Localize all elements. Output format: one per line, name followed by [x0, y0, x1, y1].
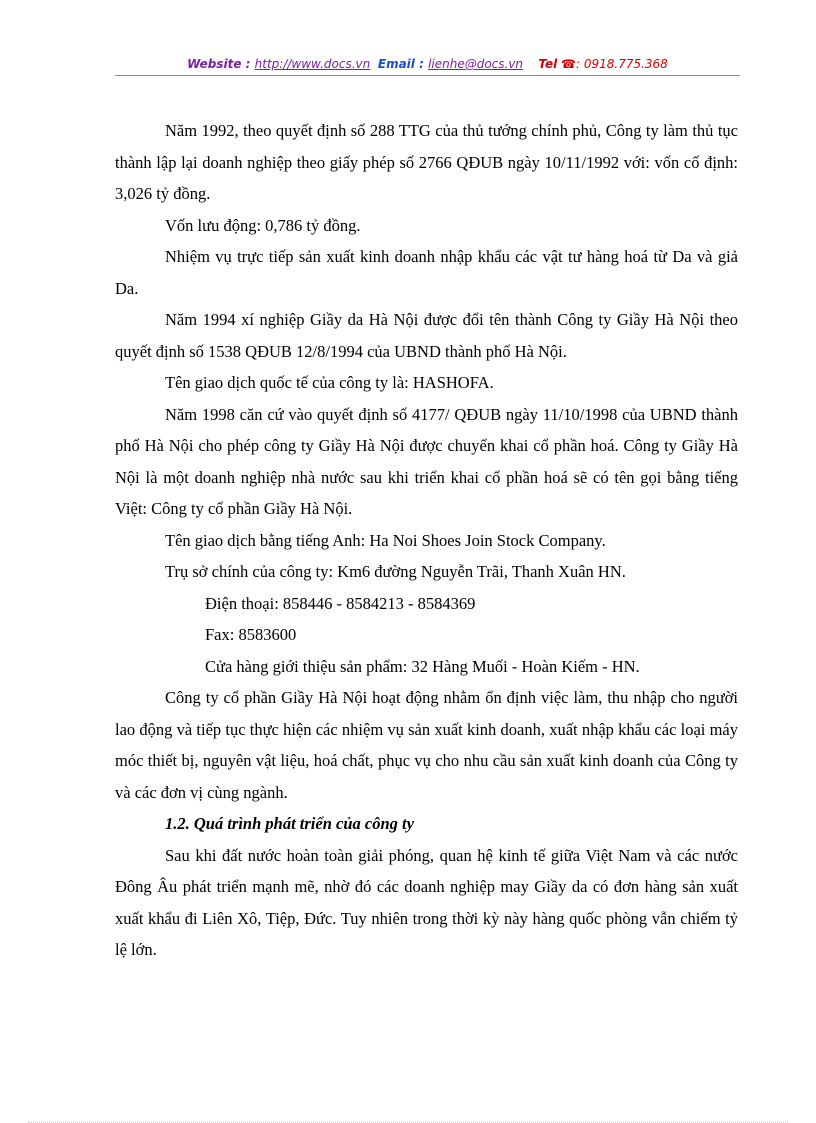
tel-value: : 0918.775.368	[575, 57, 668, 71]
paragraph-1992: Năm 1992, theo quyết định số 288 TTG của thủ tướng chính phủ, Công ty làm thủ tục thành lập lại doanh nghiệp theo giấy phép số 2766 QĐUB ngày 10/11/1992 với: vốn cố định: 3,026 tỷ đồng.	[115, 121, 738, 203]
paragraph-activities: Công ty cổ phần Giầy Hà Nội hoạt động nhằm ổn định việc làm, thu nhập cho người lao động và tiếp tục thực hiện các nhiệm vụ sản xuất kinh doanh, xuất nhập khẩu các loại máy móc thiết bị, nguyên vật liệu, hoá chất, phục vụ cho nhu cầu sản xuất kinh doanh của Công ty và các đơn vị cùng ngành.	[115, 688, 738, 802]
page-header	[115, 57, 740, 75]
paragraph-headquarters: Trụ sở chính của công ty: Km6 đường Nguyễn Trãi, Thanh Xuân HN.	[165, 562, 626, 581]
section-heading: 1.2. Quá trình phát triển của công ty	[165, 814, 414, 833]
paragraph-1998: Năm 1998 căn cứ vào quyết định số 4177/ QĐUB ngày 11/10/1998 của UBND thành phố Hà Nội cho phép công ty Giầy Hà Nội được chuyển khai cổ phần hoá. Công ty Giầy Hà Nội là một doanh nghiệp nhà nước sau khi triển khai cổ phần hoá sẽ có tên gọi bằng tiếng Việt: Công ty cổ phần Giầy Hà Nội.	[115, 404, 738, 518]
email-link[interactable]: lienhe@docs.vn	[428, 57, 524, 71]
paragraph-trade-name: Tên giao dịch quốc tế của công ty là: HASHOFA.	[165, 373, 494, 392]
paragraph-showroom: Cửa hàng giới thiệu sản phẩm: 32 Hàng Muối - Hoàn Kiếm - HN.	[205, 656, 640, 676]
header-divider	[115, 75, 740, 76]
paragraph-fax: Fax: 8583600	[205, 625, 297, 644]
paragraph-english-name: Tên giao dịch bằng tiếng Anh: Ha Noi Shoes Join Stock Company.	[165, 530, 606, 550]
phone-icon: ☎	[561, 57, 576, 71]
email-separator: :	[414, 57, 429, 71]
paragraph-development: Sau khi đất nước hoàn toàn giải phóng, quan hệ kinh tế giữa Việt Nam và các nước Đông Âu phát triển mạnh mẽ, nhờ đó các doanh nghiệp may Giầy da có đơn hàng sản xuất xuất khẩu đi Liên Xô, Tiệp, Đức. Tuy nhiên trong thời kỳ này hàng quốc phòng vẫn chiếm tỷ lệ lớn.	[115, 845, 738, 959]
website-separator: :	[241, 57, 255, 71]
website-link[interactable]: http://www.docs.vn	[254, 57, 371, 71]
email-label: Email	[377, 57, 415, 71]
paragraph-phone: Điện thoại: 858446 - 8584213 - 8584369	[205, 593, 476, 613]
website-label: Website	[187, 57, 242, 71]
paragraph-mission: Nhiệm vụ trực tiếp sản xuất kinh doanh nhập khẩu các vật tư hàng hoá từ Da và giả Da.	[115, 247, 738, 298]
document-body	[115, 115, 738, 966]
paragraph-1994: Năm 1994 xí nghiệp Giầy da Hà Nội được đổi tên thành Công ty Giầy Hà Nội theo quyết định số 1538 QĐUB 12/8/1994 của UBND thành phố Hà Nội.	[115, 310, 738, 361]
tel-label: Tel	[538, 57, 558, 71]
paragraph-working-capital: Vốn lưu động: 0,786 tỷ đồng.	[165, 215, 361, 235]
